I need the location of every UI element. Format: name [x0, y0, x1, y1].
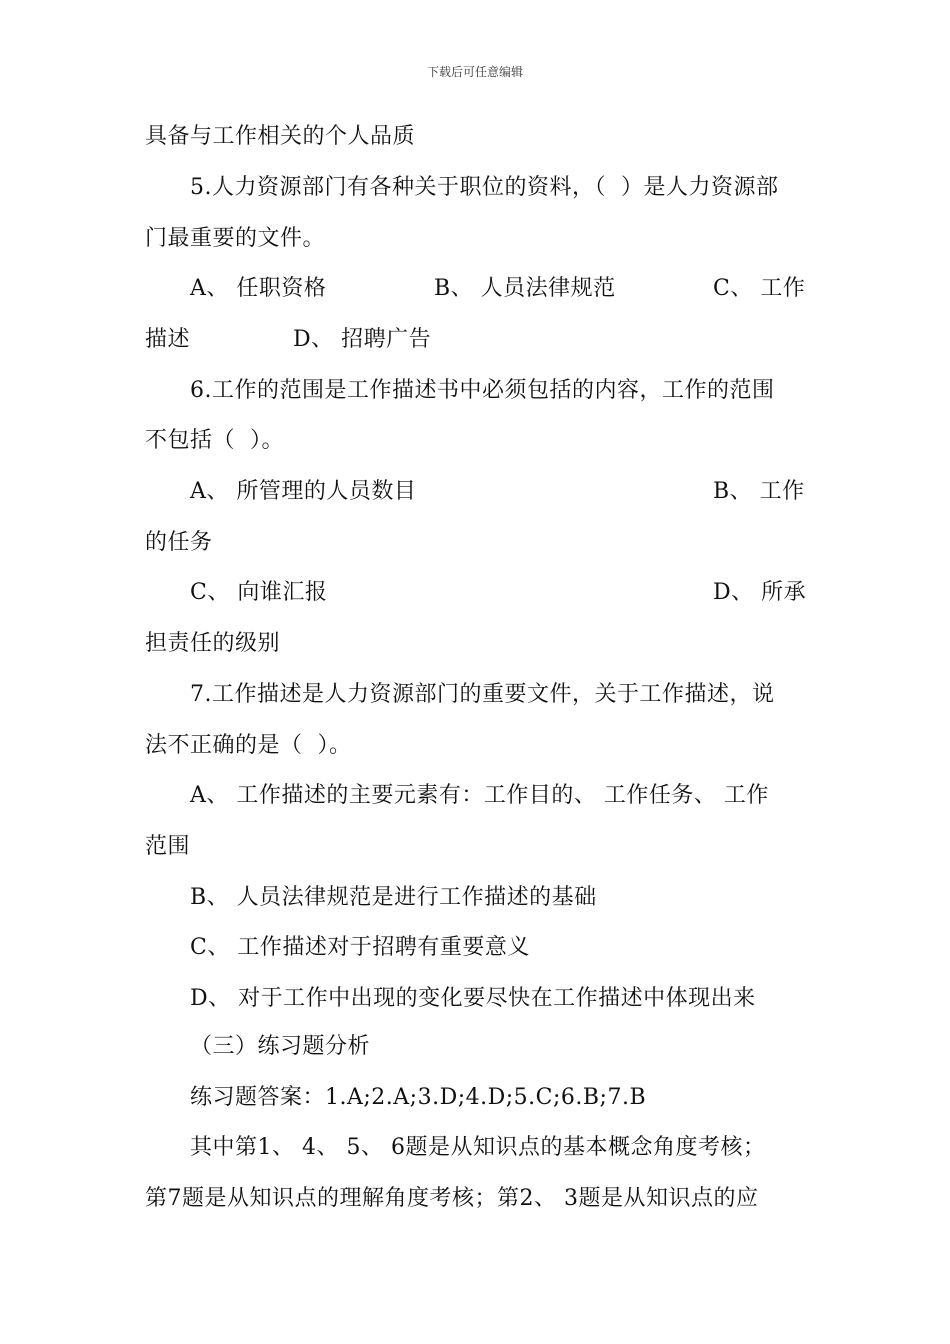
- q7-option-a: A、 工作描述的主要元素有：工作目的、 工作任务、 工作: [190, 783, 769, 808]
- analysis-line: 其中第1、 4、 5、 6题是从知识点的基本概念角度考核；: [190, 1135, 766, 1160]
- question-7-text: 7.工作描述是人力资源部门的重要文件，关于工作描述，说: [190, 682, 775, 707]
- q5-option-c-continued: 描述: [145, 327, 191, 352]
- q6-option-c: C、 向谁汇报: [190, 580, 328, 605]
- question-6-text: 6.工作的范围是工作描述书中必须包括的内容，工作的范围: [190, 378, 775, 403]
- page-header: 下载后可任意编辑: [426, 65, 523, 79]
- text-line: 门最重要的文件。: [145, 226, 326, 251]
- text-line: 担责任的级别: [145, 631, 281, 656]
- analysis-line: 第7题是从知识点的理解角度考核；第2、 3题是从知识点的应: [145, 1186, 759, 1211]
- q6-option-a: A、 所管理的人员数目: [190, 479, 417, 504]
- section-heading: （三）练习题分析: [190, 1034, 371, 1059]
- text-line: 具备与工作相关的个人品质: [145, 124, 416, 149]
- q5-option-c: C、 工作: [713, 276, 806, 301]
- question-5-text: 5.人力资源部门有各种关于职位的资料，（ ）是人力资源部: [190, 175, 779, 200]
- q5-option-b: B、 人员法律规范: [434, 276, 616, 301]
- text-line: 范围: [145, 834, 191, 859]
- q7-option-b: B、 人员法律规范是进行工作描述的基础: [190, 885, 597, 910]
- q6-option-b: B、 工作: [713, 479, 805, 504]
- text-line: 不包括（ ）。: [145, 428, 284, 453]
- q5-option-a: A、 任职资格: [190, 276, 327, 301]
- q7-option-c: C、 工作描述对于招聘有重要意义: [190, 935, 530, 960]
- q6-option-d: D、 所承: [713, 580, 807, 605]
- text-line: 法不正确的是（ ）。: [145, 733, 352, 758]
- q7-option-d: D、 对于工作中出现的变化要尽快在工作描述中体现出来: [190, 986, 756, 1011]
- text-line: 的任务: [145, 530, 213, 555]
- answer-line: 练习题答案：1.A;2.A;3.D;4.D;5.C;6.B;7.B: [190, 1085, 647, 1110]
- q5-option-d: D、 招聘广告: [293, 327, 432, 352]
